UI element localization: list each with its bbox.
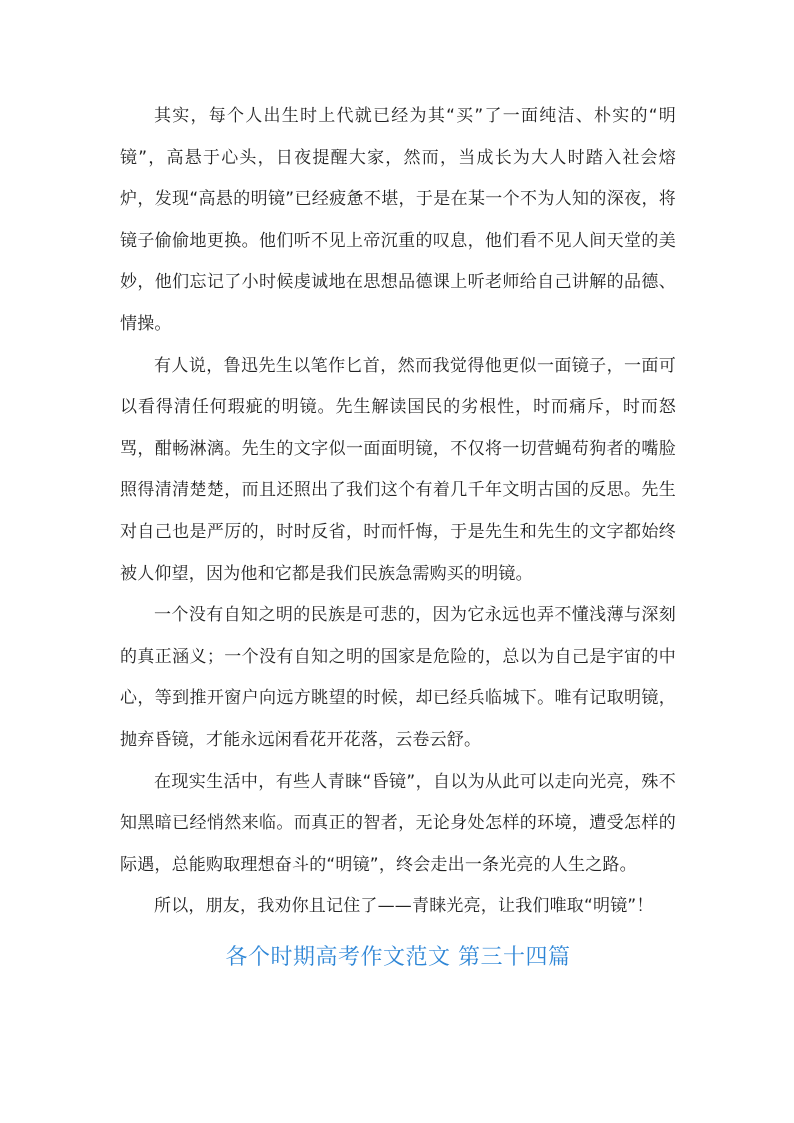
paragraph-5: 所以，朋友，我劝你且记住了——青睐光亮，让我们唯取“明镜”！ (154, 896, 654, 917)
paragraph-3: 一个没有自知之明的民族是可悲的，因为它永远也弄不懂浅薄与深刻的真正涵义；一个没有自知之明的国家是危险的，总以为自己是宇宙的中心，等到推开窗户向远方眺望的时候，却已经兵临城下。唯有记取明镜，抛弃昏镜，才能永远闲看花开花落，云卷云舒。 (120, 605, 676, 750)
paragraph-2: 有人说，鲁迅先生以笔作匕首，然而我觉得他更似一面镜子，一面可以看得清任何瑕疵的明镜。先生解读国民的劣根性，时而痛斥，时而怒骂，酣畅淋漓。先生的文字似一面面明镜，不仅将一切营蝇苟狗者的嘴脸照得清清楚楚，而且还照出了我们这个有着几千年文明古国的反思。先生对自己也是严厉的，时时反省，时而忏悔，于是先生和先生的文字都始终被人仰望，因为他和它都是我们民族急需购买的明镜。 (120, 355, 676, 584)
paragraph-4: 在现实生活中，有些人青睐“昏镜”，自以为从此可以走向光亮，殊不知黑暗已经悄然来临。而真正的智者，无论身处怎样的环境，遭受怎样的际遇，总能购取理想奋斗的“明镜”，终会走出一条光亮的人生之路。 (120, 771, 676, 875)
paragraph-1: 其实，每个人出生时上代就已经为其“买”了一面纯洁、朴实的“明镜”，高悬于心头，日夜提醒大家，然而，当成长为大人时踏入社会熔炉，发现“高悬的明镜”已经疲惫不堪，于是在某一个不为人知的深夜，将镜子偷偷地更换。他们听不见上帝沉重的叹息，他们看不见人间天堂的美妙，他们忘记了小时候虔诚地在思想品德课上听老师给自己讲解的品德、情操。 (120, 106, 676, 334)
document-page (120, 96, 676, 978)
next-essay-title: 各个时期高考作文范文 第三十四篇 (225, 944, 571, 970)
